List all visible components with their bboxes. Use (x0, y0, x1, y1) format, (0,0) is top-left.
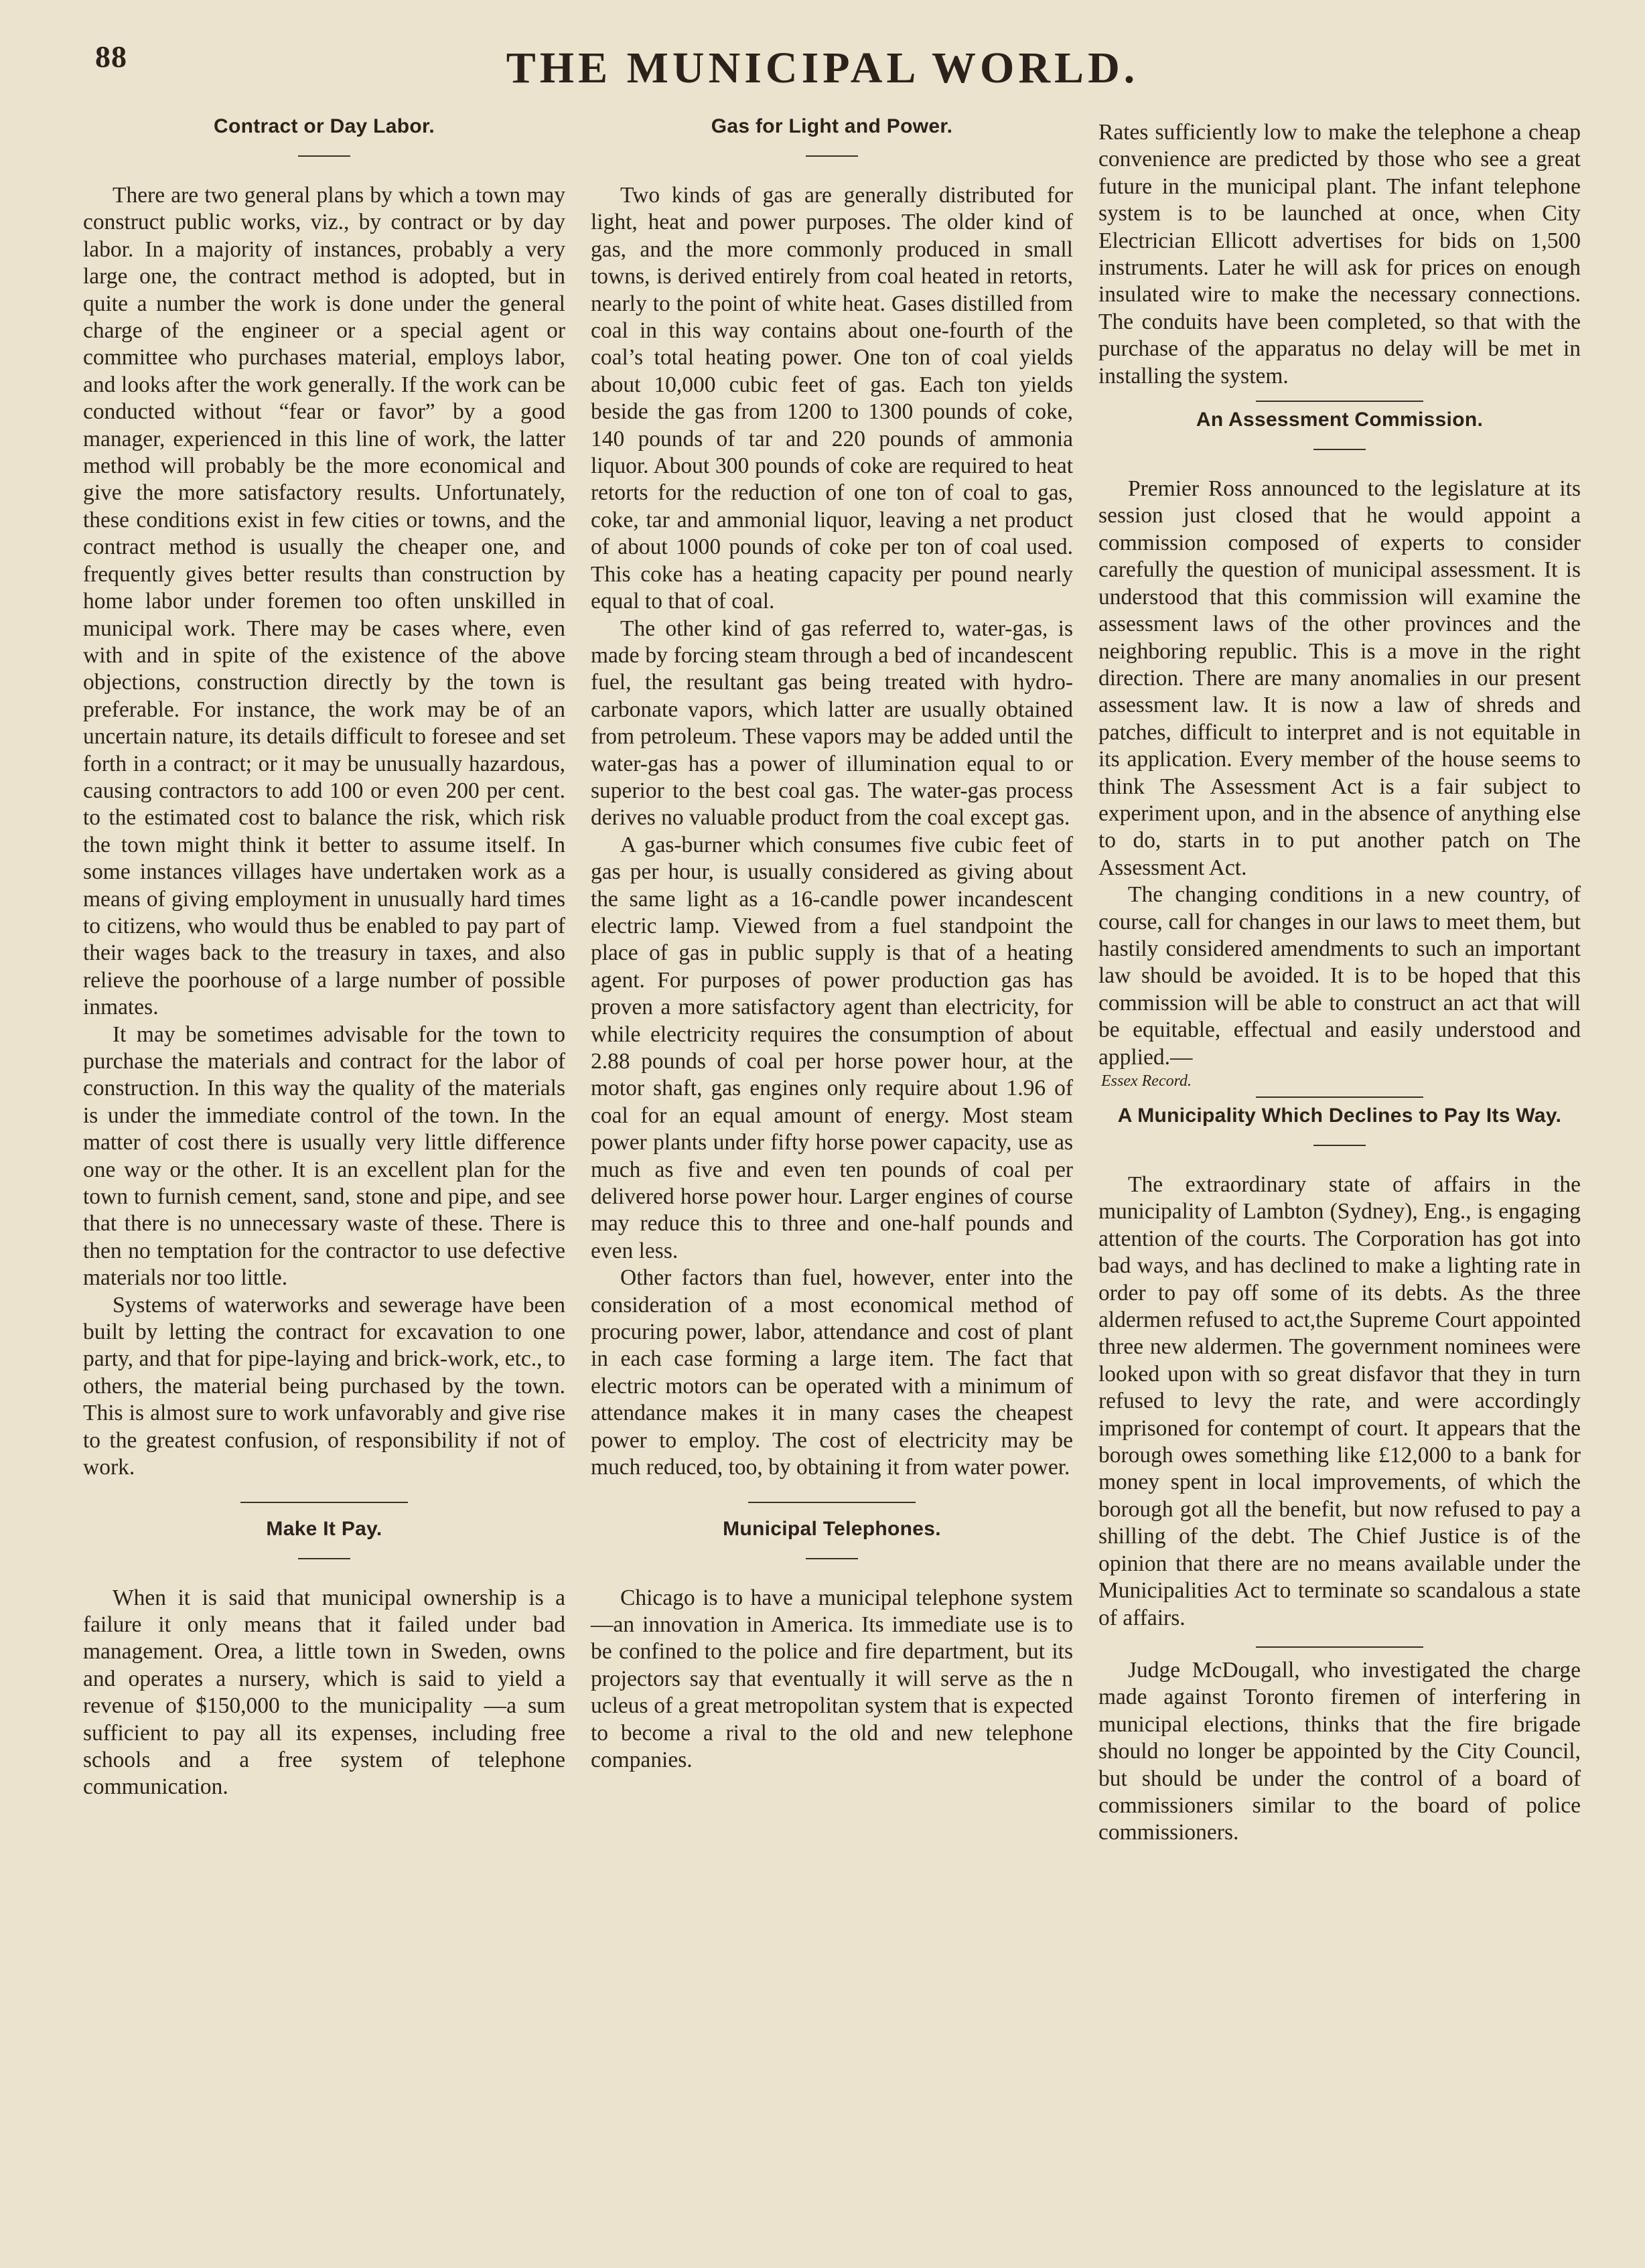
paragraph: Two kinds of gas are generally distributed for light, heat and power purposes. The older kind of gas, and the more commonly produced in small towns, is derived entirely from coal heated in retorts, nearly to the point of white heat. Gases distilled from coal in this way contains about one-fourth of the coal’s total heating power. One ton of coal yields about 10,000 cubic feet of gas. Each ton yields beside the gas from 1200 to 1300 pounds of coke, 140 pounds of tar and 220 pounds of ammonia liquor. About 300 pounds of coke are required to heat retorts for the reduction of one ton of coal to gas, coke, tar and ammonial liquor, leaving a net product of about 1000 pounds of coke per ton of coal used. This coke has a heating capacity per pound nearly equal to that of coal. (591, 183, 1073, 614)
heading-rule (806, 155, 858, 157)
paragraph: Systems of waterworks and sewerage have been built by letting the contract for excavation to one party, and that for pipe-laying and brick-work, etc., to others, the material being purchased by the town. This is almost sure to work unfavorably and give rise to the greatest confusion, of responsibility if not of work. (83, 1292, 565, 1480)
paragraph: Other factors than fuel, however, enter into the consideration of a most economical method of procuring power, labor, attendance and cost of plant in each case forming a large item. The fact that electric motors can be operated with a minimum of attendance makes it in many cases the cheapest power to employ. The cost of electricity may be much reduced, too, by obtaining it from water power. (591, 1265, 1073, 1480)
paragraph: Chicago is to have a municipal telephone system—an innovation in America. Its immediate use is to be confined to the police and fire department, but its projectors say that eventually it will serve as the n ucleus of a great metropolitan system that is expected to become a rival to the old and new telephone companies. (591, 1585, 1073, 1772)
paragraph: Judge McDougall, who investigated the charge made against Toronto firemen of interfering in municipal elections, thinks that the fire brigade should no longer be appointed by the City Council, but should be under the control of a board of commissioners similar to the board of police commissioners. (1098, 1657, 1581, 1845)
heading-rule (298, 1558, 350, 1559)
article-divider (1256, 1646, 1423, 1648)
page-number: 88 (95, 40, 127, 74)
paragraph: Premier Ross announced to the legislature at its session just closed that he would appoint a commission composed of experts to consider carefully the question of municipal assessment. It is understood that this commission will examine the assessment laws of the other provinces and the neighboring republic. This is a move in the right direction. There are many anomalies in our present assessment law. It is now a law of shreds and patches, difficult to interpret and is not equitable in its application. Every member of the house seems to think The Assessment Act is a fair subject to experiment upon, and in the absence of anything else to do, starts in to put another patch on The Assessment Act. (1098, 476, 1581, 880)
heading-rule (806, 1558, 858, 1559)
heading-assessment-commission: An Assessment Commission. (1196, 409, 1484, 431)
heading-make-it-pay: Make It Pay. (266, 1517, 382, 1540)
heading-rule (1313, 1145, 1366, 1146)
paragraph: The other kind of gas referred to, water-gas, is made by forcing steam through a bed of incandescent fuel, the resultant gas being treated with hydro-carbonate vapors, which latter are usually obtained from petroleum. These vapors may be added until the water-gas has a power of illumination equal to or superior to the best coal gas. The water-gas process derives no valuable product from the coal except gas. (591, 616, 1073, 831)
heading-municipal-telephones: Municipal Telephones. (723, 1517, 941, 1540)
paragraph: It may be sometimes advisable for the town to purchase the materials and contract for the labor of construction. In this way the quality of the materials is under the immediate control of the town. In the matter of cost there is usually very little difference one way or the other. It is an excellent plan for the town to furnish cement, sand, stone and pipe, and see that there is no unnecessary waste of these. There is then no temptation for the contractor to use defective materials nor too little. (83, 1021, 565, 1291)
column-left (83, 100, 565, 1801)
column-right (1098, 119, 1581, 1847)
heading-gas-for-light-and-power: Gas for Light and Power. (711, 115, 953, 137)
heading-rule (1313, 449, 1366, 450)
heading-rule (298, 155, 350, 157)
heading-municipality-declines: A Municipality Which Declines to Pay Its Way. (1117, 1105, 1562, 1127)
paragraph: There are two general plans by which a town may construct public works, viz., by contract or by day labor. In a majority of instances, probably a very large one, the contract method is adopted, but in quite a number the work is done under the general charge of the engineer or a special agent or committee who purchases material, employs labor, and looks after the work generally. If the work can be conducted without “fear or favor” by a good manager, experienced in this line of work, the latter method will probably be the more economical and give the more satisfactory results. Unfortunately, these conditions exist in few cities or towns, and the contract method is usually the cheaper one, and frequently gives better results than construction by home labor under foremen too often unskilled in municipal work. There may be cases where, even with and in spite of the existence of the above objections, construction directly by the town is preferable. For instance, the work may be of an uncertain nature, its details difficult to foresee and set forth in a contract; or it may be unusually hazardous, causing contractors to add 100 or even 200 per cent. to the estimated cost to balance the risk, which risk the town might think it better to assume itself. In some instances villages have undertaken work as a means of giving employment in unusually hard times to citizens, who would thus be enabled to pay part of their wages back to the treasury in taxes, and also relieve the poorhouse of a large number of possible inmates. (83, 183, 565, 1020)
masthead-title: THE MUNICIPAL WORLD. (506, 44, 1139, 92)
paragraph: The changing conditions in a new country, of course, call for changes in our laws to meet them, but hastily considered amendments to such an important law should be avoided. It is to be hoped that this commission will be able to construct an act that will be equitable, effectual and easily understood and applied.— (1098, 882, 1581, 1070)
paragraph: A gas-burner which consumes five cubic feet of gas per hour, is usually considered as giving about the same light as a 16-candle power incandescent electric lamp. Viewed from a fuel standpoint the place of gas in public supply is that of a heating agent. For purposes of power production gas has proven a more satisfactory agent than electricity, for while electricity requires the consumption of about 2.88 pounds of coal per horse power hour, at the motor shaft, gas engines only require about 1.96 of coal for an equal amount of energy. Most steam power plants under fifty horse power capacity, use as much as five and even ten pounds of coal per delivered horse power hour. Larger engines of course may reduce this to three and one-half pounds and even less. (591, 832, 1073, 1263)
article-divider (748, 1502, 916, 1503)
source-credit: Essex Record. (1101, 1072, 1192, 1090)
article-divider (1256, 1096, 1423, 1098)
paragraph-continued: Rates sufficiently low to make the telephone a cheap convenience are predicted by those who see a great future in the municipal plant. The infant telephone system is to be launched at once, when City Electrician Ellicott advertises for bids on 1,500 instruments. Later he will ask for prices on enough insulated wire to make the necessary connections. The conduits have been completed, so that with the purchase of the apparatus no delay will be met in installing the system. (1098, 120, 1581, 388)
article-divider (240, 1502, 408, 1503)
column-middle (591, 100, 1073, 1774)
paragraph: The extraordinary state of affairs in the municipality of Lambton (Sydney), Eng., is engaging attention of the courts. The Corporation has got into bad ways, and has declined to make a lighting rate in order to pay off some of its debts. As the three aldermen refused to act,the Supreme Court appointed three new aldermen. The government nominees were looked upon with so great disfavor that they in turn refused to levy the rate, and were accordingly imprisoned for contempt of court. It appears that the borough owes something like £12,000 to a bank for money spent in local improvements, of which the borough got all the benefit, but now refused to pay a shilling of the debt. The Chief Justice is of the opinion that there are no means available under the Municipalities Act to terminate so scandalous a state of affairs. (1098, 1172, 1581, 1630)
article-divider (1256, 401, 1423, 402)
heading-contract-or-day-labor: Contract or Day Labor. (214, 115, 435, 137)
paragraph: When it is said that municipal ownership is a failure it only means that it failed under bad management. Orea, a little town in Sweden, owns and operates a nursery, which is said to yield a revenue of $150,000 to the municipality —a sum sufficient to pay all its expenses, including free schools and a free system of telephone communication. (83, 1585, 565, 1800)
